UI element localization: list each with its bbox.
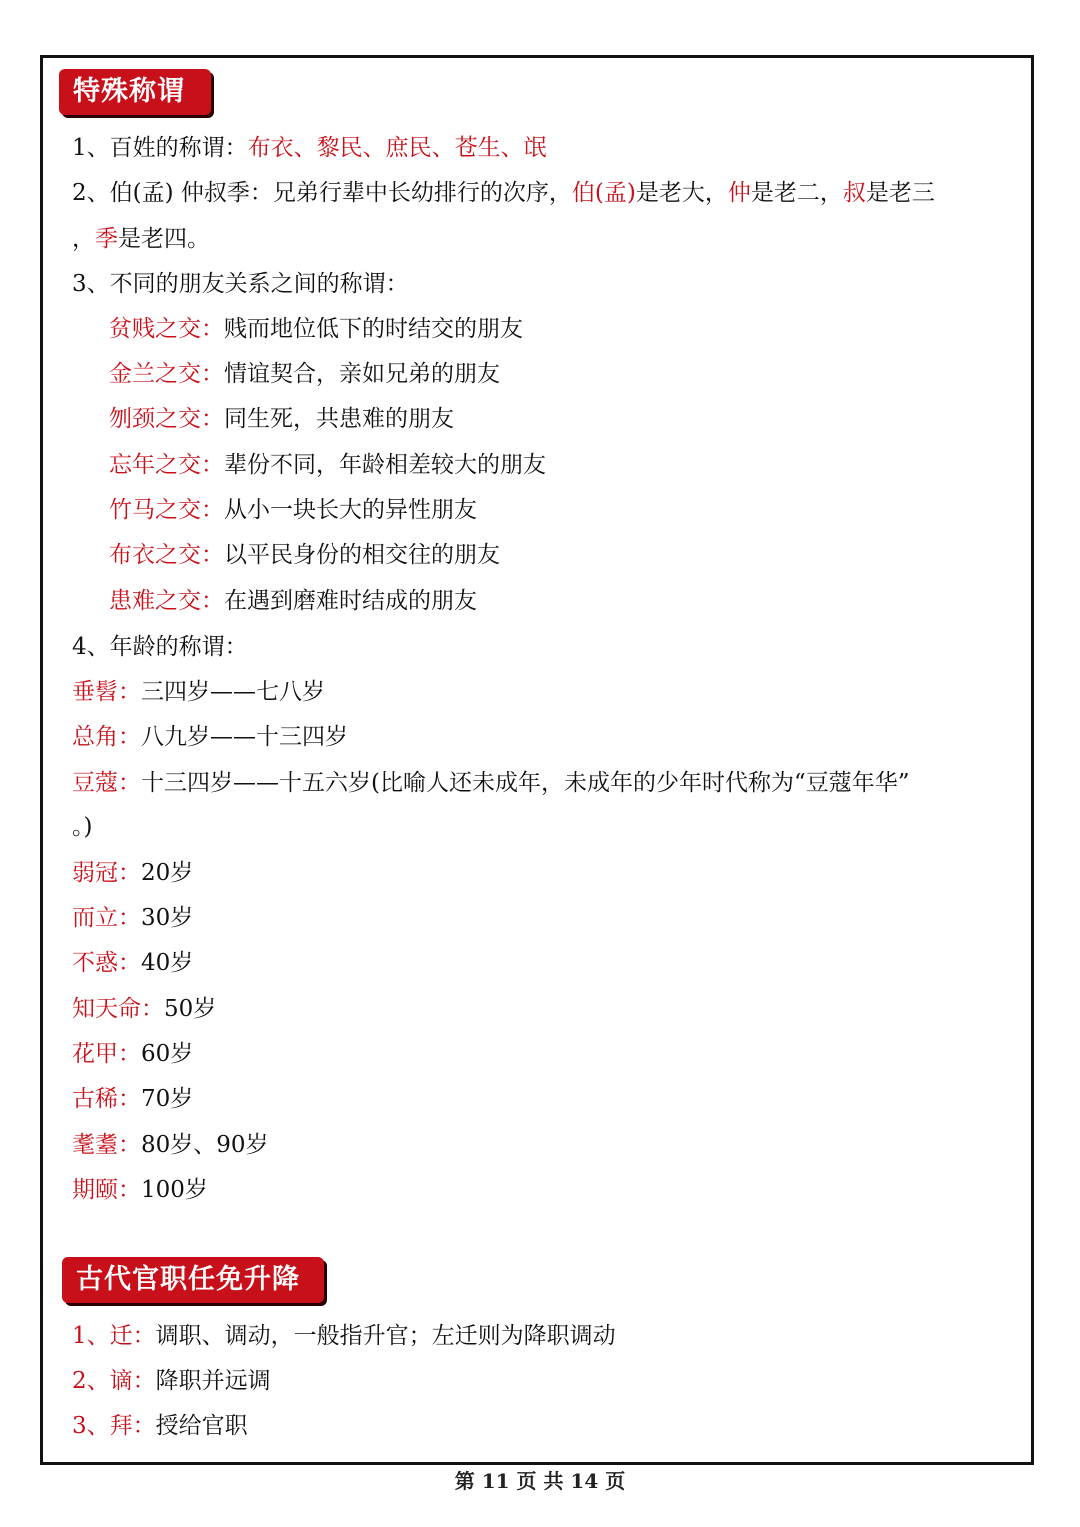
age-desc: 80岁、90岁 bbox=[141, 1132, 269, 1158]
age-desc: 三四岁——七八岁 bbox=[141, 679, 325, 705]
desc-shu: 是老三 bbox=[865, 180, 935, 206]
age-row bbox=[72, 902, 193, 934]
friend-desc: 贱而地位低下的时结交的朋友 bbox=[224, 316, 523, 342]
friend-row bbox=[109, 539, 500, 571]
age-row-cont bbox=[72, 811, 92, 843]
age-desc: 十三四岁——十五六岁(比喻人还未成年，未成年的少年时代称为“豆蔻年华” bbox=[141, 770, 910, 796]
friends-heading: 3、不同的朋友关系之间的称谓： bbox=[72, 271, 409, 297]
term-zhong: 仲 bbox=[727, 180, 751, 206]
age-term: 耄耋： bbox=[72, 1132, 141, 1158]
age-desc: 八九岁——十三四岁 bbox=[141, 724, 348, 750]
age-term: 弱冠： bbox=[72, 860, 141, 886]
item-label: 1、百姓的称谓： bbox=[72, 135, 248, 161]
section-title-special-appellations: 特殊称谓 bbox=[59, 69, 211, 115]
term-ji: 季 bbox=[95, 226, 118, 252]
post-row bbox=[72, 1320, 616, 1352]
page-frame bbox=[40, 55, 1034, 1465]
friend-desc: 情谊契合，亲如兄弟的朋友 bbox=[224, 361, 500, 387]
age-row bbox=[72, 676, 325, 708]
age-term: 而立： bbox=[72, 905, 141, 931]
page-number: 第 11 页 共 14 页 bbox=[454, 1469, 626, 1493]
age-row bbox=[72, 1129, 269, 1161]
age-desc: 20岁 bbox=[141, 860, 194, 886]
friend-desc: 辈份不同，年龄相差较大的朋友 bbox=[224, 452, 546, 478]
age-term: 不惑： bbox=[72, 950, 141, 976]
friend-term: 刎颈之交： bbox=[109, 406, 224, 432]
item-terms: 布衣、黎民、庶民、苍生、氓 bbox=[247, 135, 547, 161]
item-label: 2、伯(孟) 仲叔季：兄弟行辈中长幼排行的次序， bbox=[72, 180, 572, 206]
age-row bbox=[72, 857, 193, 889]
age-desc: 60岁 bbox=[141, 1041, 194, 1067]
item-sibling-order bbox=[72, 177, 935, 209]
age-desc: 50岁 bbox=[164, 996, 217, 1022]
desc-zhong: 是老二， bbox=[750, 180, 843, 206]
friend-row bbox=[109, 449, 546, 481]
friend-row bbox=[109, 585, 477, 617]
post-term: 3、拜： bbox=[72, 1413, 156, 1439]
friend-row bbox=[109, 358, 500, 390]
post-desc: 降职并远调 bbox=[155, 1368, 271, 1394]
friend-desc: 同生死，共患难的朋友 bbox=[224, 406, 454, 432]
friend-desc: 以平民身份的相交往的朋友 bbox=[224, 542, 500, 568]
term-shu: 叔 bbox=[842, 180, 866, 206]
friend-desc: 在遇到磨难时结成的朋友 bbox=[224, 588, 477, 614]
friend-row bbox=[109, 403, 454, 435]
post-row bbox=[72, 1410, 248, 1442]
age-row bbox=[72, 1038, 193, 1070]
age-term: 豆蔻： bbox=[72, 770, 141, 796]
friend-row bbox=[109, 313, 523, 345]
term-bo: 伯(孟) bbox=[571, 180, 636, 206]
age-desc: 70岁 bbox=[141, 1086, 194, 1112]
lead-punct: ， bbox=[72, 226, 95, 252]
section-title-official-posts: 古代官职任免升降 bbox=[62, 1257, 324, 1303]
post-term: 2、谪： bbox=[72, 1368, 156, 1394]
age-term: 花甲： bbox=[72, 1041, 141, 1067]
post-row bbox=[72, 1365, 271, 1397]
age-term: 知天命： bbox=[72, 996, 164, 1022]
age-row bbox=[72, 947, 193, 979]
friend-desc: 从小一块长大的异性朋友 bbox=[224, 497, 477, 523]
post-desc: 调职、调动，一般指升官；左迁则为降职调动 bbox=[155, 1323, 616, 1349]
age-row bbox=[72, 721, 348, 753]
age-row bbox=[72, 993, 216, 1025]
age-term: 总角： bbox=[72, 724, 141, 750]
friend-term: 布衣之交： bbox=[109, 542, 224, 568]
age-term: 古稀： bbox=[72, 1086, 141, 1112]
age-row bbox=[72, 1174, 208, 1206]
post-desc: 授给官职 bbox=[155, 1413, 248, 1439]
age-term: 期颐： bbox=[72, 1177, 141, 1203]
age-desc: 40岁 bbox=[141, 950, 194, 976]
age-desc: 100岁 bbox=[141, 1177, 208, 1203]
friend-term: 忘年之交： bbox=[109, 452, 224, 478]
item-commoners bbox=[72, 132, 547, 164]
age-term: 垂髫： bbox=[72, 679, 141, 705]
desc-ji: 是老四。 bbox=[118, 226, 210, 252]
age-row bbox=[72, 1083, 193, 1115]
age-desc: 。) bbox=[72, 814, 93, 840]
item-sibling-order-cont bbox=[72, 223, 210, 255]
age-desc: 30岁 bbox=[141, 905, 194, 931]
friend-row bbox=[109, 494, 477, 526]
friend-term: 竹马之交： bbox=[109, 497, 224, 523]
post-term: 1、迁： bbox=[72, 1323, 156, 1349]
friend-term: 患难之交： bbox=[109, 588, 224, 614]
age-row bbox=[72, 767, 910, 799]
ages-heading: 4、年龄的称谓： bbox=[72, 634, 248, 660]
desc-bo: 是老大， bbox=[635, 180, 728, 206]
friend-term: 金兰之交： bbox=[109, 361, 224, 387]
friend-term: 贫贱之交： bbox=[109, 316, 224, 342]
